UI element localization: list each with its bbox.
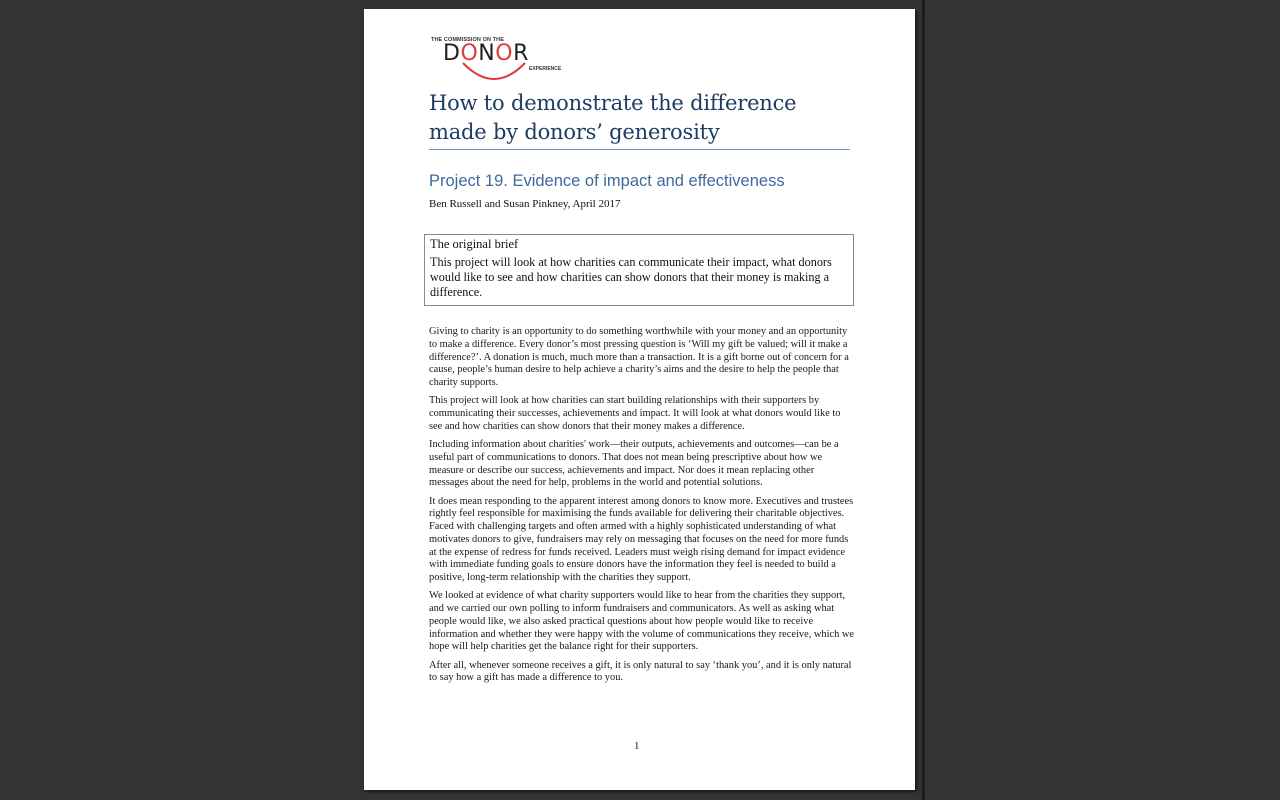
side-panel — [925, 0, 1280, 800]
brief-heading: The original brief — [430, 237, 519, 251]
body-paragraph: We looked at evidence of what charity supporters would like to hear from the charities they support, and we carried our own polling to inform fundraisers and communicators. As well as asking what people would like, we also asked practical questions about how people would like to receive information and whether they were happy with the volume of communications they receive, which we hope will help charities get the balance right for their supporters. — [429, 590, 855, 653]
authors-line: Ben Russell and Susan Pinkney, April 2017 — [429, 198, 621, 210]
pdf-page — [364, 9, 915, 790]
title-divider — [429, 149, 850, 150]
body-paragraph: After all, whenever someone receives a gift, it is only natural to say ‘thank you’, and it is only natural to say how a gift has made a difference to you. — [429, 659, 852, 684]
logo-bottom-text: EXPERIENCE — [529, 66, 562, 72]
original-brief-box — [424, 234, 854, 306]
body-text — [429, 326, 855, 691]
smile-icon — [459, 61, 529, 83]
logo-letter: N — [478, 41, 496, 66]
logo-letter: R — [513, 41, 529, 66]
document-subtitle: Project 19. Evidence of impact and effectiveness — [429, 172, 785, 190]
page-number: 1 — [634, 740, 640, 752]
commission-donor-experience-logo — [430, 37, 560, 87]
body-paragraph: Including information about charities' work—their outputs, achievements and outcomes—can be a useful part of communications to donors. That does not mean being prescriptive about how we measure or describe our success, achievements and impact. Nor does it mean replacing other messages about the need for help, problems in the world and potential solutions. — [429, 439, 839, 489]
body-paragraph: It does mean responding to the apparent interest among donors to know more. Executives and trustees rightly feel responsible for maximising the funds available for delivering their charitable objectives. Faced with challenging targets and often armed with a highly sophisticated understanding of what motivates donors to give, fundraisers may rely on messaging that focuses on the need for more funds at the expense of redress for funds received. Leaders must weigh rising demand for impact evidence with immediate funding goals to ensure donors have the information they feel is needed to build a positive, long-term relationship with the charities they support. — [429, 495, 854, 583]
logo-letter: O — [495, 41, 514, 66]
body-paragraph: This project will look at how charities can start building relationships with their supporters by communicating their successes, achievements and impact. It will look at what donors would like to see and how charities can show donors that their money makes a difference. — [429, 395, 841, 432]
document-title: How to demonstrate the difference made by donors’ generosity — [429, 91, 797, 144]
logo-top-text: THE COMMISSION ON THE — [431, 37, 504, 43]
brief-body: This project will look at how charities can communicate their impact, what donors would like to see and how charities can show donors that their money is making a difference. — [430, 255, 832, 299]
body-paragraph: Giving to charity is an opportunity to do something worthwhile with your money and an opportunity to make a difference. Every donor’s most pressing question is ‘Will my gift be valued; will it make a difference?’. A donation is much, much more than a transaction. It is a gift borne out of concern for a cause, people’s human desire to help achieve a charity’s aims and the desire to help the people that charity supports. — [429, 326, 849, 388]
logo-letter: O — [460, 41, 479, 66]
logo-letter: D — [443, 41, 461, 66]
